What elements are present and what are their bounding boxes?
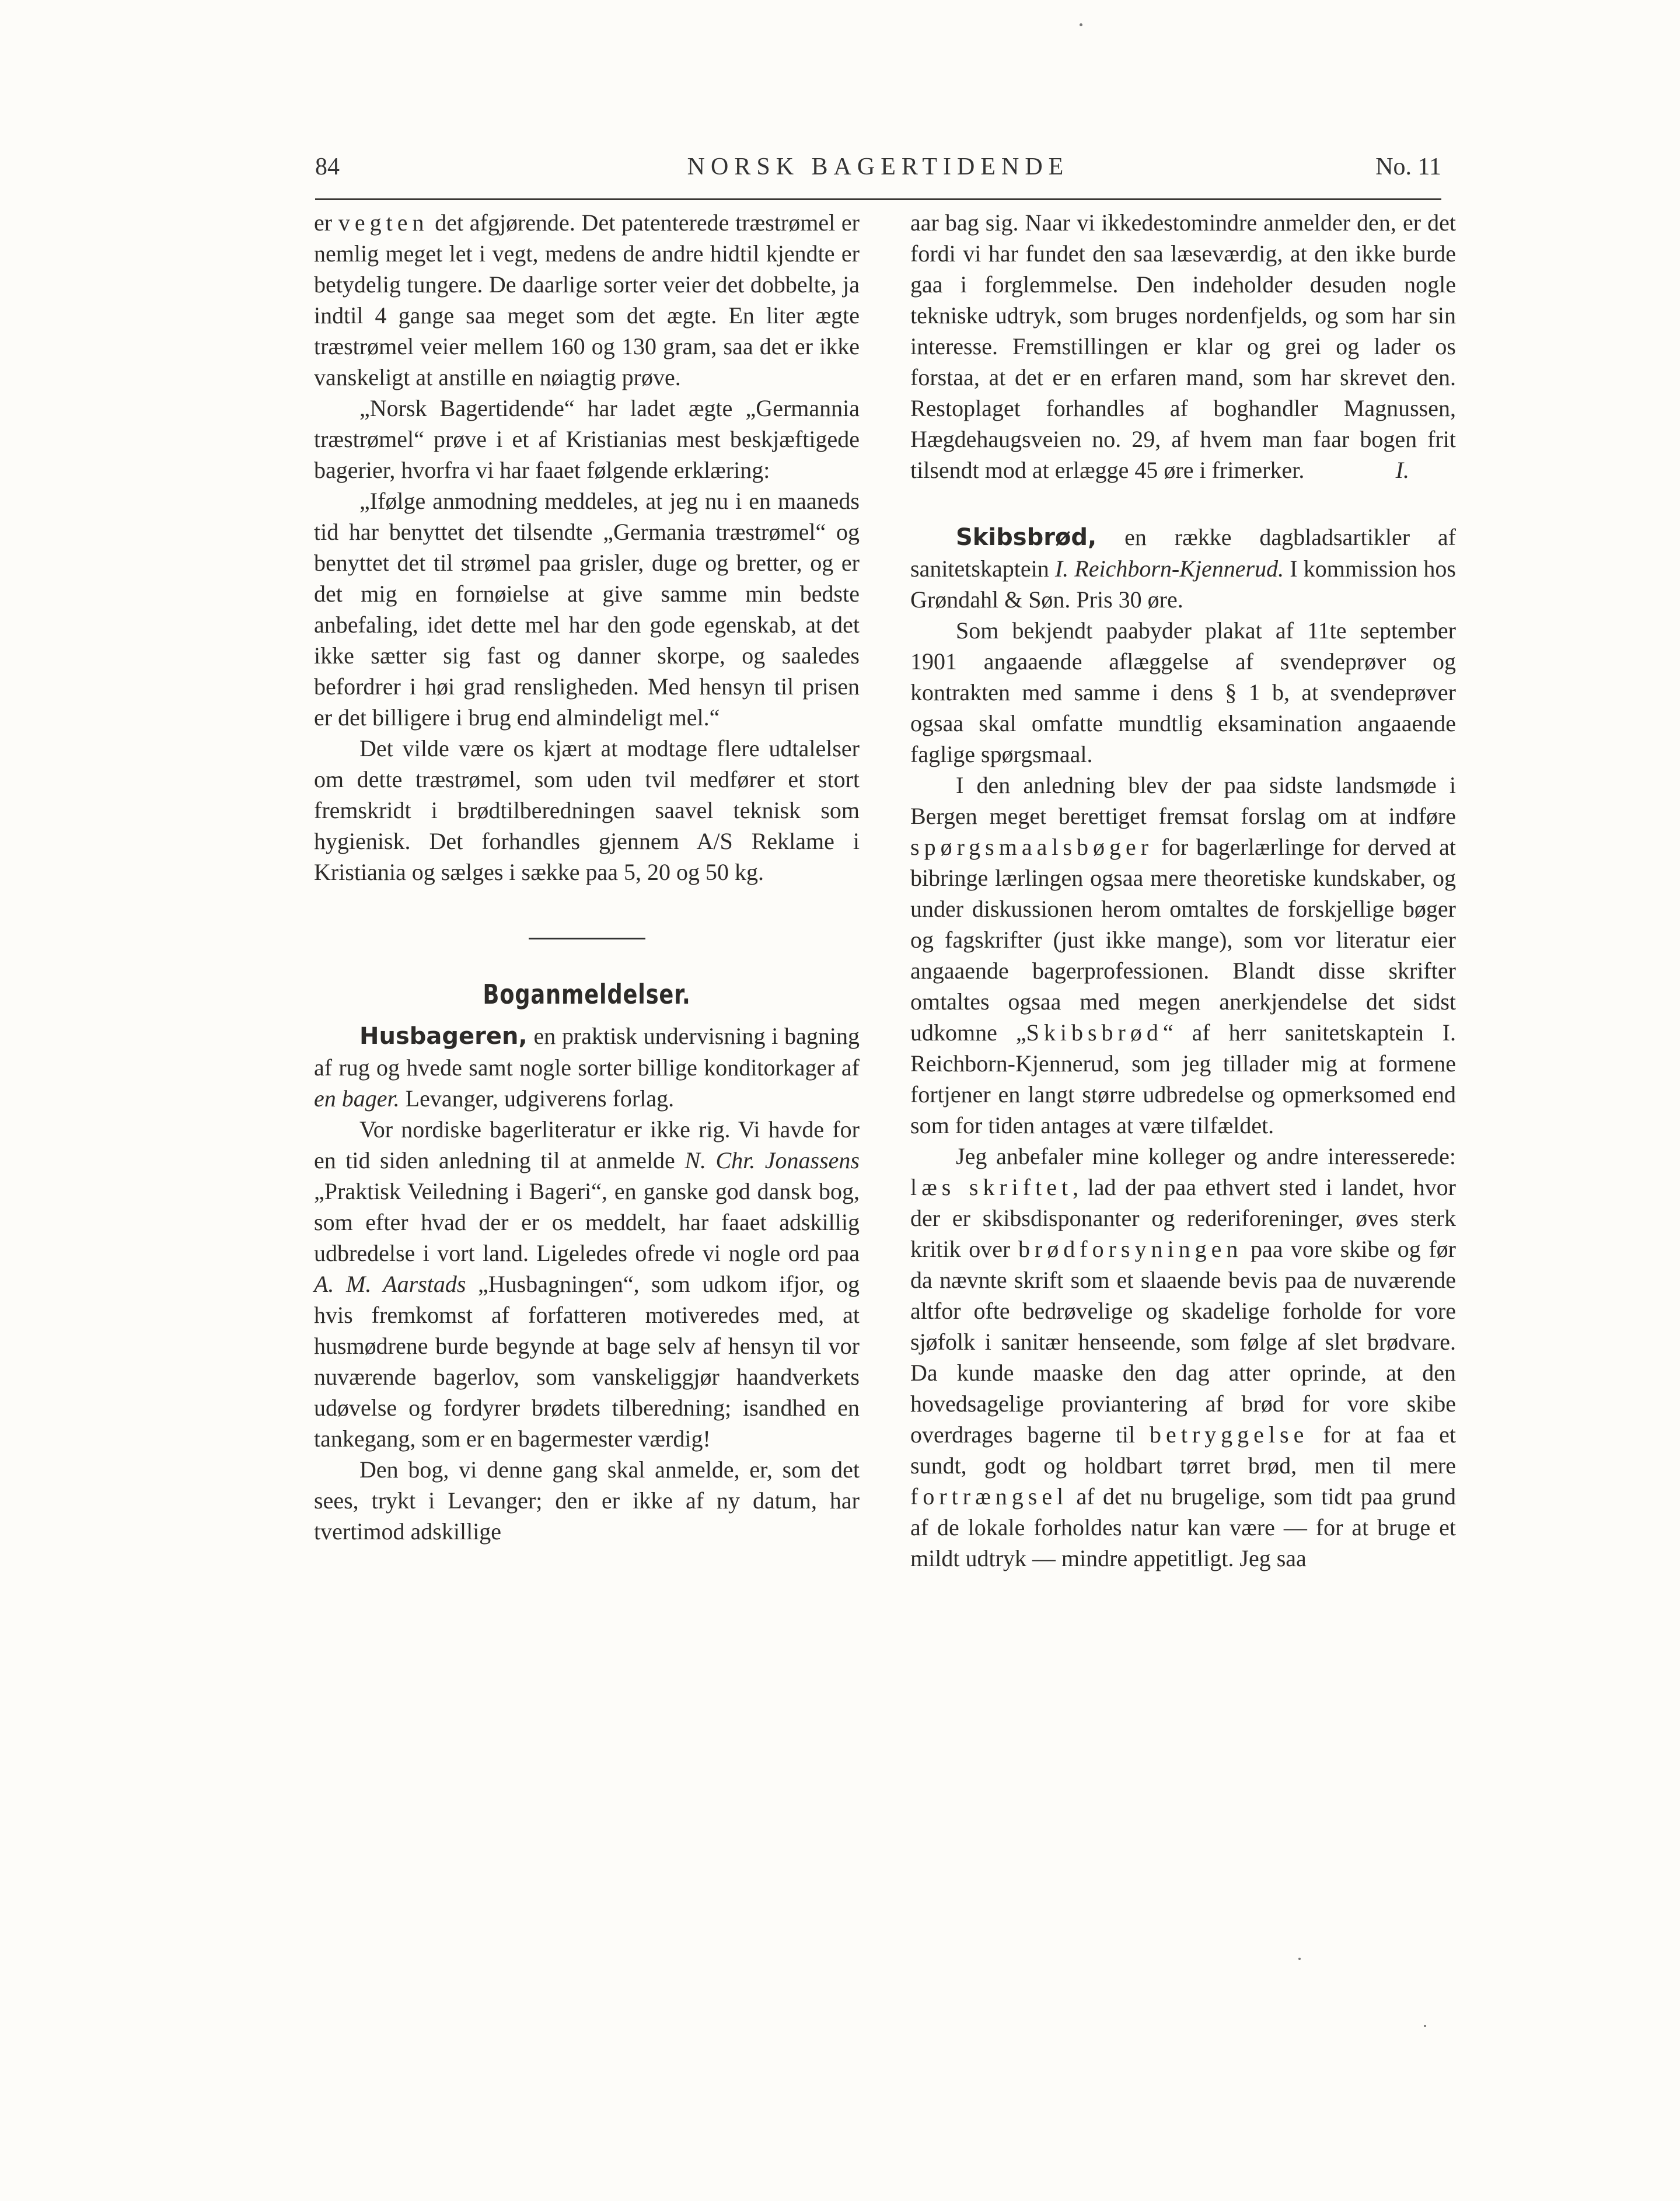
right-column [910,207,1456,1574]
book-entry-husbageren: Husbageren, en praktisk undervisning i bagning af rug og hvede samt nogle sorter billige konditorkager af en bager. Levanger, udgiverens forlag. [314,1023,860,1112]
page-header [315,153,1441,188]
signature-initial: I. [1395,457,1409,483]
paper-speck [1080,23,1082,26]
book-entry-skibsbrod: Skibsbrød, en række dagbladsartikler af sanitetskaptein I. Reichborn-Kjennerud. I kommission hos Grøndahl & Søn. Pris 30 øre. [910,524,1456,613]
paragraph: Den bog, vi denne gang skal anmelde, er, som det sees, trykt i Levanger; den er ikke af ny datum, har tvertimod adskillige [314,1456,860,1545]
paragraph: aar bag sig. Naar vi ikkedestomindre anmelder den, er det fordi vi har fundet den saa læseværdig, at den ikke burde gaa i forglemmelse. Den indeholder desuden nogle tekniske udtryk, som bruges nordenfjelds, og som har sin interesse. Fremstillingen er klar og grei og lader os forstaa, at det er en erfaren mand, som har skrevet den. Restoplaget forhandles af boghandler Magnussen, Hægdehaugsveien no. 29, af hvem man faar bogen frit tilsendt mod at erlægge 45 øre i frimerker. I. [910,207,1456,485]
issue-number: No. 11 [1375,153,1441,180]
paragraph: I den anledning blev der paa sidste landsmøde i Bergen meget berettiget fremsat forslag om at indføre spørgsmaalsbøger for bagerlærlinge for derved at bibringe lærlingen ogsaa mere theoretiske kundskaber, og under diskussionen herom omtaltes de forskjellige bøger og fagskrifter (just ikke mange), som vor literatur eier angaaende bagerprofessionen. Blandt disse skrifter omtaltes ogsaa med megen anerkjendelse det sidst udkomne „Skibsbrød“ af herr sanitetskaptein I. Reichborn-Kjennerud, som jeg tillader mig at formene fortjener en langt større udbredelse og opmerksomed end som for tiden antages at være tilfældet. [910,772,1456,1138]
journal-title: NORSK BAGERTIDENDE [687,153,1070,180]
page-number: 84 [315,153,340,180]
section-heading: Boganmeldelser. [483,979,691,1010]
spacer [910,485,1456,522]
section-divider [529,938,645,939]
left-column [314,207,860,1547]
paragraph: Jeg anbefaler mine kolleger og andre interesserede: læs skriftet, lad der paa ethvert sted i landet, hvor der er skibsdisponanter og rederiforeninger, øves sterk kritik over brødforsyningen paa vore skibe og før da nævnte skrift som et slaaende bevis paa de nuværende altfor ofte bedrøvelige og skadelige forholde for vore sjøfolk i sanitær henseende, som følge af slet brødvare. Da kunde maaske den dag atter oprinde, at den hovedsagelige proviantering af brød for vore skibe overdrages bagerne til betryggelse for at faa et sundt, godt og holdbart tørret brød, men til mere fortrængsel af det nu brugelige, som tidt paa grund af de lokale forholdes natur kan være — for at bruge et mildt udtryk — mindre appetitligt. Jeg saa [910,1143,1457,1571]
paper-speck [1424,2025,1426,2027]
paragraph: Som bekjendt paabyder plakat af 11te september 1901 angaaende aflæggelse af svendeprøver og kontrakten med samme i dens § 1 b, at svendeprøver ogsaa skal omfatte mundtlig eksamination angaaende faglige spørgsmaal. [910,617,1456,767]
paragraph: er vegten det afgjørende. Det patenterede træstrømel er nemlig meget let i vegt, medens de andre hidtil kjendte er betydelig tungere. De daarlige sorter veier det dobbelte, ja indtil 4 gange saa meget som det ægte. En liter ægte træstrømel veier mellem 160 og 130 gram, saa det er ikke vanskeligt at anstille en nøiagtig prøve. [314,209,860,390]
paragraph: Vor nordiske bagerliteratur er ikke rig. Vi havde for en tid siden anledning til at anmelde N. Chr. Jonassens „Praktisk Veiledning i Bageri“, en ganske god dansk bog, som efter hvad der er os meddelt, har faaet adskillig udbredelse i vort land. Ligeledes ofrede vi nogle ord paa A. M. Aarstads „Husbagningen“, som udkom ifjor, og hvis fremkomst af forfatteren motiveredes med, at husmødrene burde begynde at bage selv af hensyn til vor nuværende bagerlov, som vanskeliggjør haandverkets udøvelse og fordyrer brødets tilberedning; isandhed en tankegang, som er en bagermester værdig! [314,1116,860,1452]
paper-speck [1298,1958,1301,1960]
header-rule [315,198,1441,200]
paragraph: „Norsk Bagertidende“ har ladet ægte „Germannia træstrømel“ prøve i et af Kristianias mest beskjæftigede bagerier, hvorfra vi har faaet følgende erklæring: [314,395,860,483]
paragraph: Det vilde være os kjært at modtage flere udtalelser om dette træstrømel, som uden tvil medfører et stort fremskridt i brødtilberedningen saavel teknisk som hygienisk. Det forhandles gjennem A/S Reklame i Kristiania og sælges i sække paa 5, 20 og 50 kg. [314,735,860,885]
testimonial-quote: „Ifølge anmodning meddeles, at jeg nu i en maaneds tid har benyttet det tilsendte „Germania træstrømel“ og benyttet det til strømel paa grisler, duge og bretter, og er det mig en fornøielse at give samme min bedste anbefaling, idet dette mel har den gode egenskab, at det ikke sætter sig fast og danner skorpe, og saaledes befordrer i høi grad rensligheden. Med hensyn til prisen er det billigere i brug end almindeligt mel.“ [314,488,860,731]
